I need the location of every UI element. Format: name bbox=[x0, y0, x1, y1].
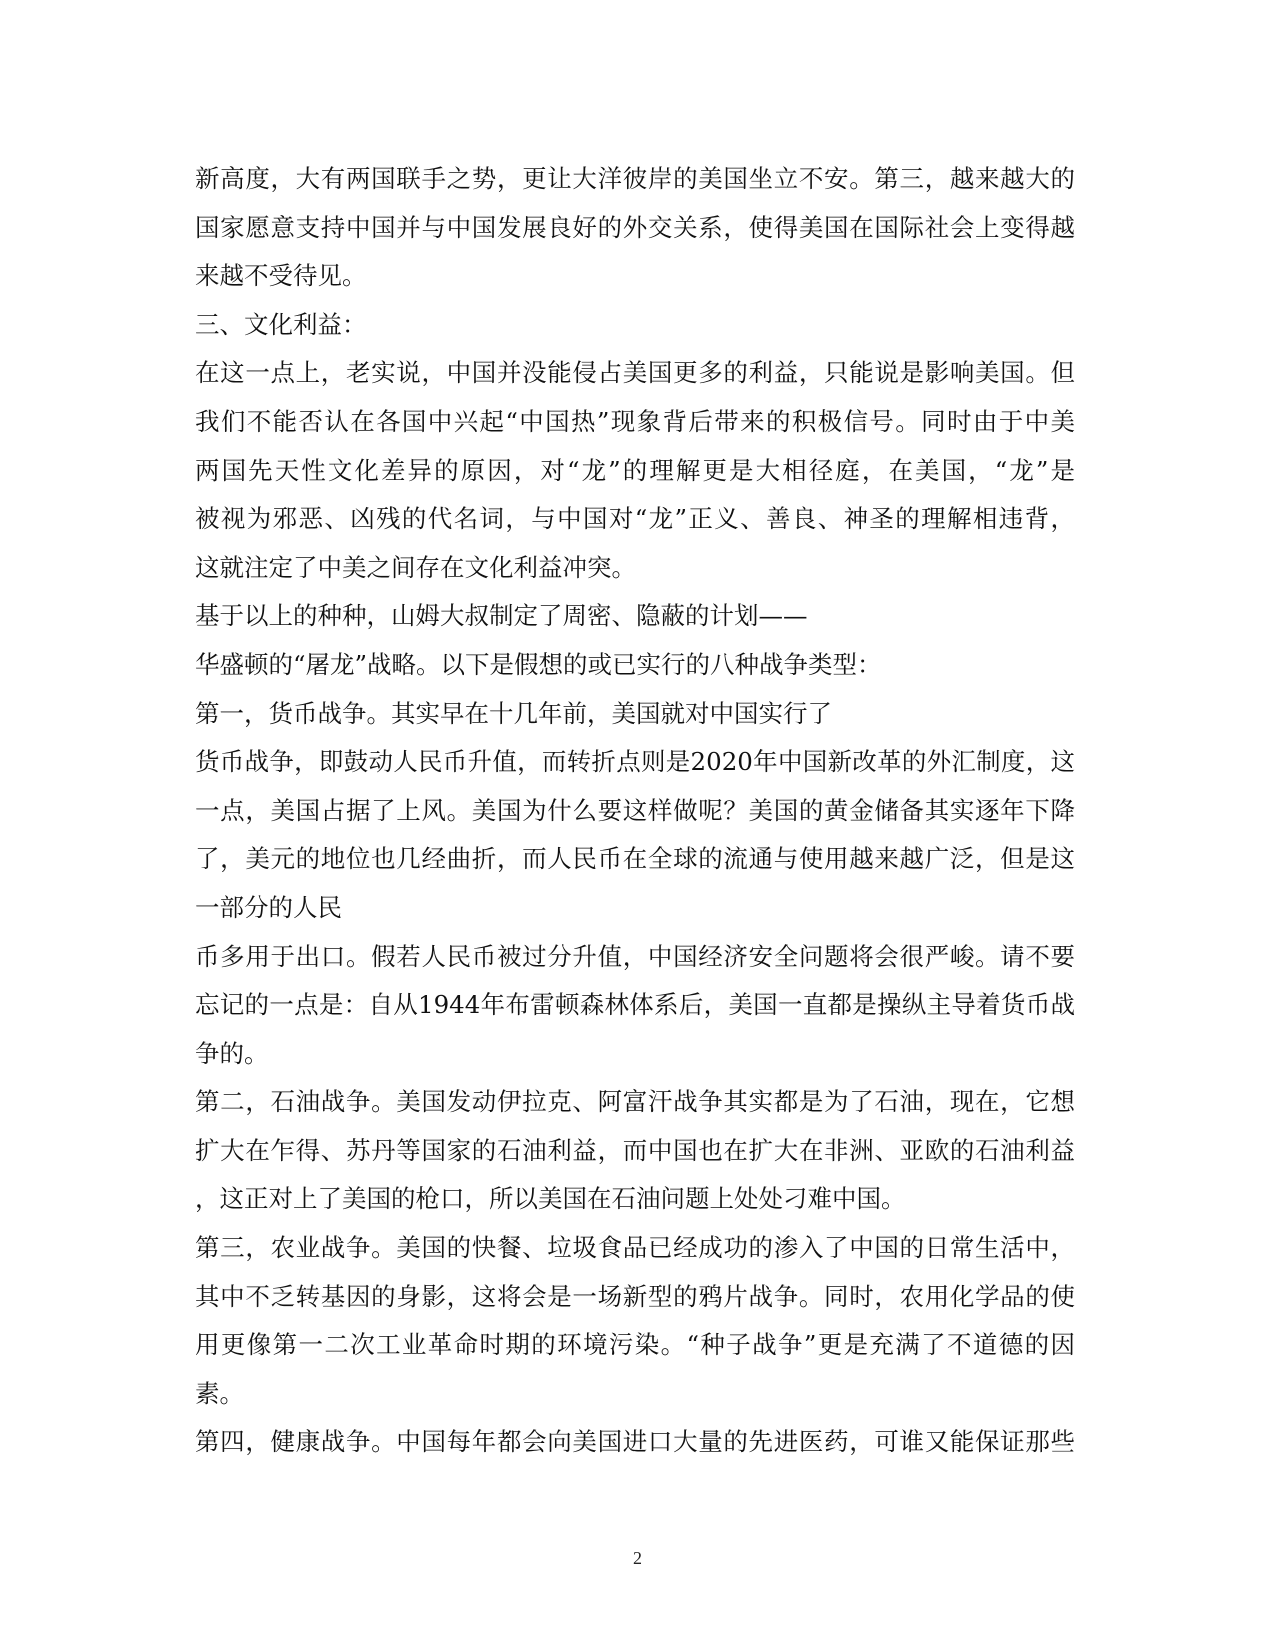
text-line: ，这正对上了美国的枪口，所以美国在石油问题上处处刁难中国。 bbox=[195, 1184, 906, 1214]
text-line: 忘记的一点是：自从1944年布雷顿森林体系后，美国一直都是操纵主导着货币战 bbox=[195, 990, 1075, 1020]
body-text bbox=[195, 155, 1075, 1467]
text-line: 第一，货币战争。其实早在十几年前，美国就对中国实行了 bbox=[195, 698, 832, 728]
text-line: 来越不受待见。 bbox=[195, 261, 367, 291]
text-line: 国家愿意支持中国并与中国发展良好的外交关系，使得美国在国际社会上变得越 bbox=[195, 212, 1075, 242]
text-line: 被视为邪恶、凶残的代名词，与中国对“龙”正义、善良、神圣的理解相违背， bbox=[195, 504, 1075, 534]
text-line: 用更像第一二次工业革命时期的环境污染。“种子战争”更是充满了不道德的因 bbox=[195, 1330, 1075, 1360]
text-line: 一点，美国占据了上风。美国为什么要这样做呢？美国的黄金储备其实逐年下降 bbox=[195, 795, 1075, 825]
text-line: 其中不乏转基因的身影，这将会是一场新型的鸦片战争。同时，农用化学品的使 bbox=[195, 1281, 1075, 1311]
text-line: 华盛顿的“屠龙”战略。以下是假想的或已实行的八种战争类型： bbox=[195, 649, 882, 679]
section-heading: 三、文化利益： bbox=[195, 309, 367, 339]
text-line: 货币战争，即鼓动人民币升值，而转折点则是2020年中国新改革的外汇制度，这 bbox=[195, 747, 1075, 777]
text-line: 第四，健康战争。中国每年都会向美国进口大量的先进医药，可谁又能保证那些 bbox=[195, 1427, 1075, 1457]
page-number: 2 bbox=[633, 1548, 642, 1568]
text-line: 币多用于出口。假若人民币被过分升值，中国经济安全问题将会很严峻。请不要 bbox=[195, 941, 1075, 971]
text-line: 第三，农业战争。美国的快餐、垃圾食品已经成功的渗入了中国的日常生活中， bbox=[195, 1233, 1075, 1263]
text-line: 基于以上的种种，山姆大叔制定了周密、隐蔽的计划—— bbox=[195, 601, 808, 631]
text-line: 扩大在乍得、苏丹等国家的石油利益，而中国也在扩大在非洲、亚欧的石油利益 bbox=[195, 1135, 1075, 1165]
text-line: 争的。 bbox=[195, 1038, 269, 1068]
text-line: 两国先天性文化差异的原因，对“龙”的理解更是大相径庭，在美国，“龙”是 bbox=[195, 455, 1075, 485]
text-line: 第二，石油战争。美国发动伊拉克、阿富汗战争其实都是为了石油，现在，它想 bbox=[195, 1087, 1075, 1117]
text-line: 一部分的人民 bbox=[195, 892, 342, 922]
text-line: 了，美元的地位也几经曲折，而人民币在全球的流通与使用越来越广泛，但是这 bbox=[195, 844, 1075, 874]
text-line: 我们不能否认在各国中兴起“中国热”现象背后带来的积极信号。同时由于中美 bbox=[195, 406, 1075, 436]
text-line: 新高度，大有两国联手之势，更让大洋彼岸的美国坐立不安。第三，越来越大的 bbox=[195, 164, 1075, 193]
text-line: 在这一点上，老实说，中国并没能侵占美国更多的利益，只能说是影响美国。但 bbox=[195, 358, 1075, 388]
text-line: 这就注定了中美之间存在文化利益冲突。 bbox=[195, 552, 636, 582]
text-line: 素。 bbox=[195, 1378, 244, 1408]
